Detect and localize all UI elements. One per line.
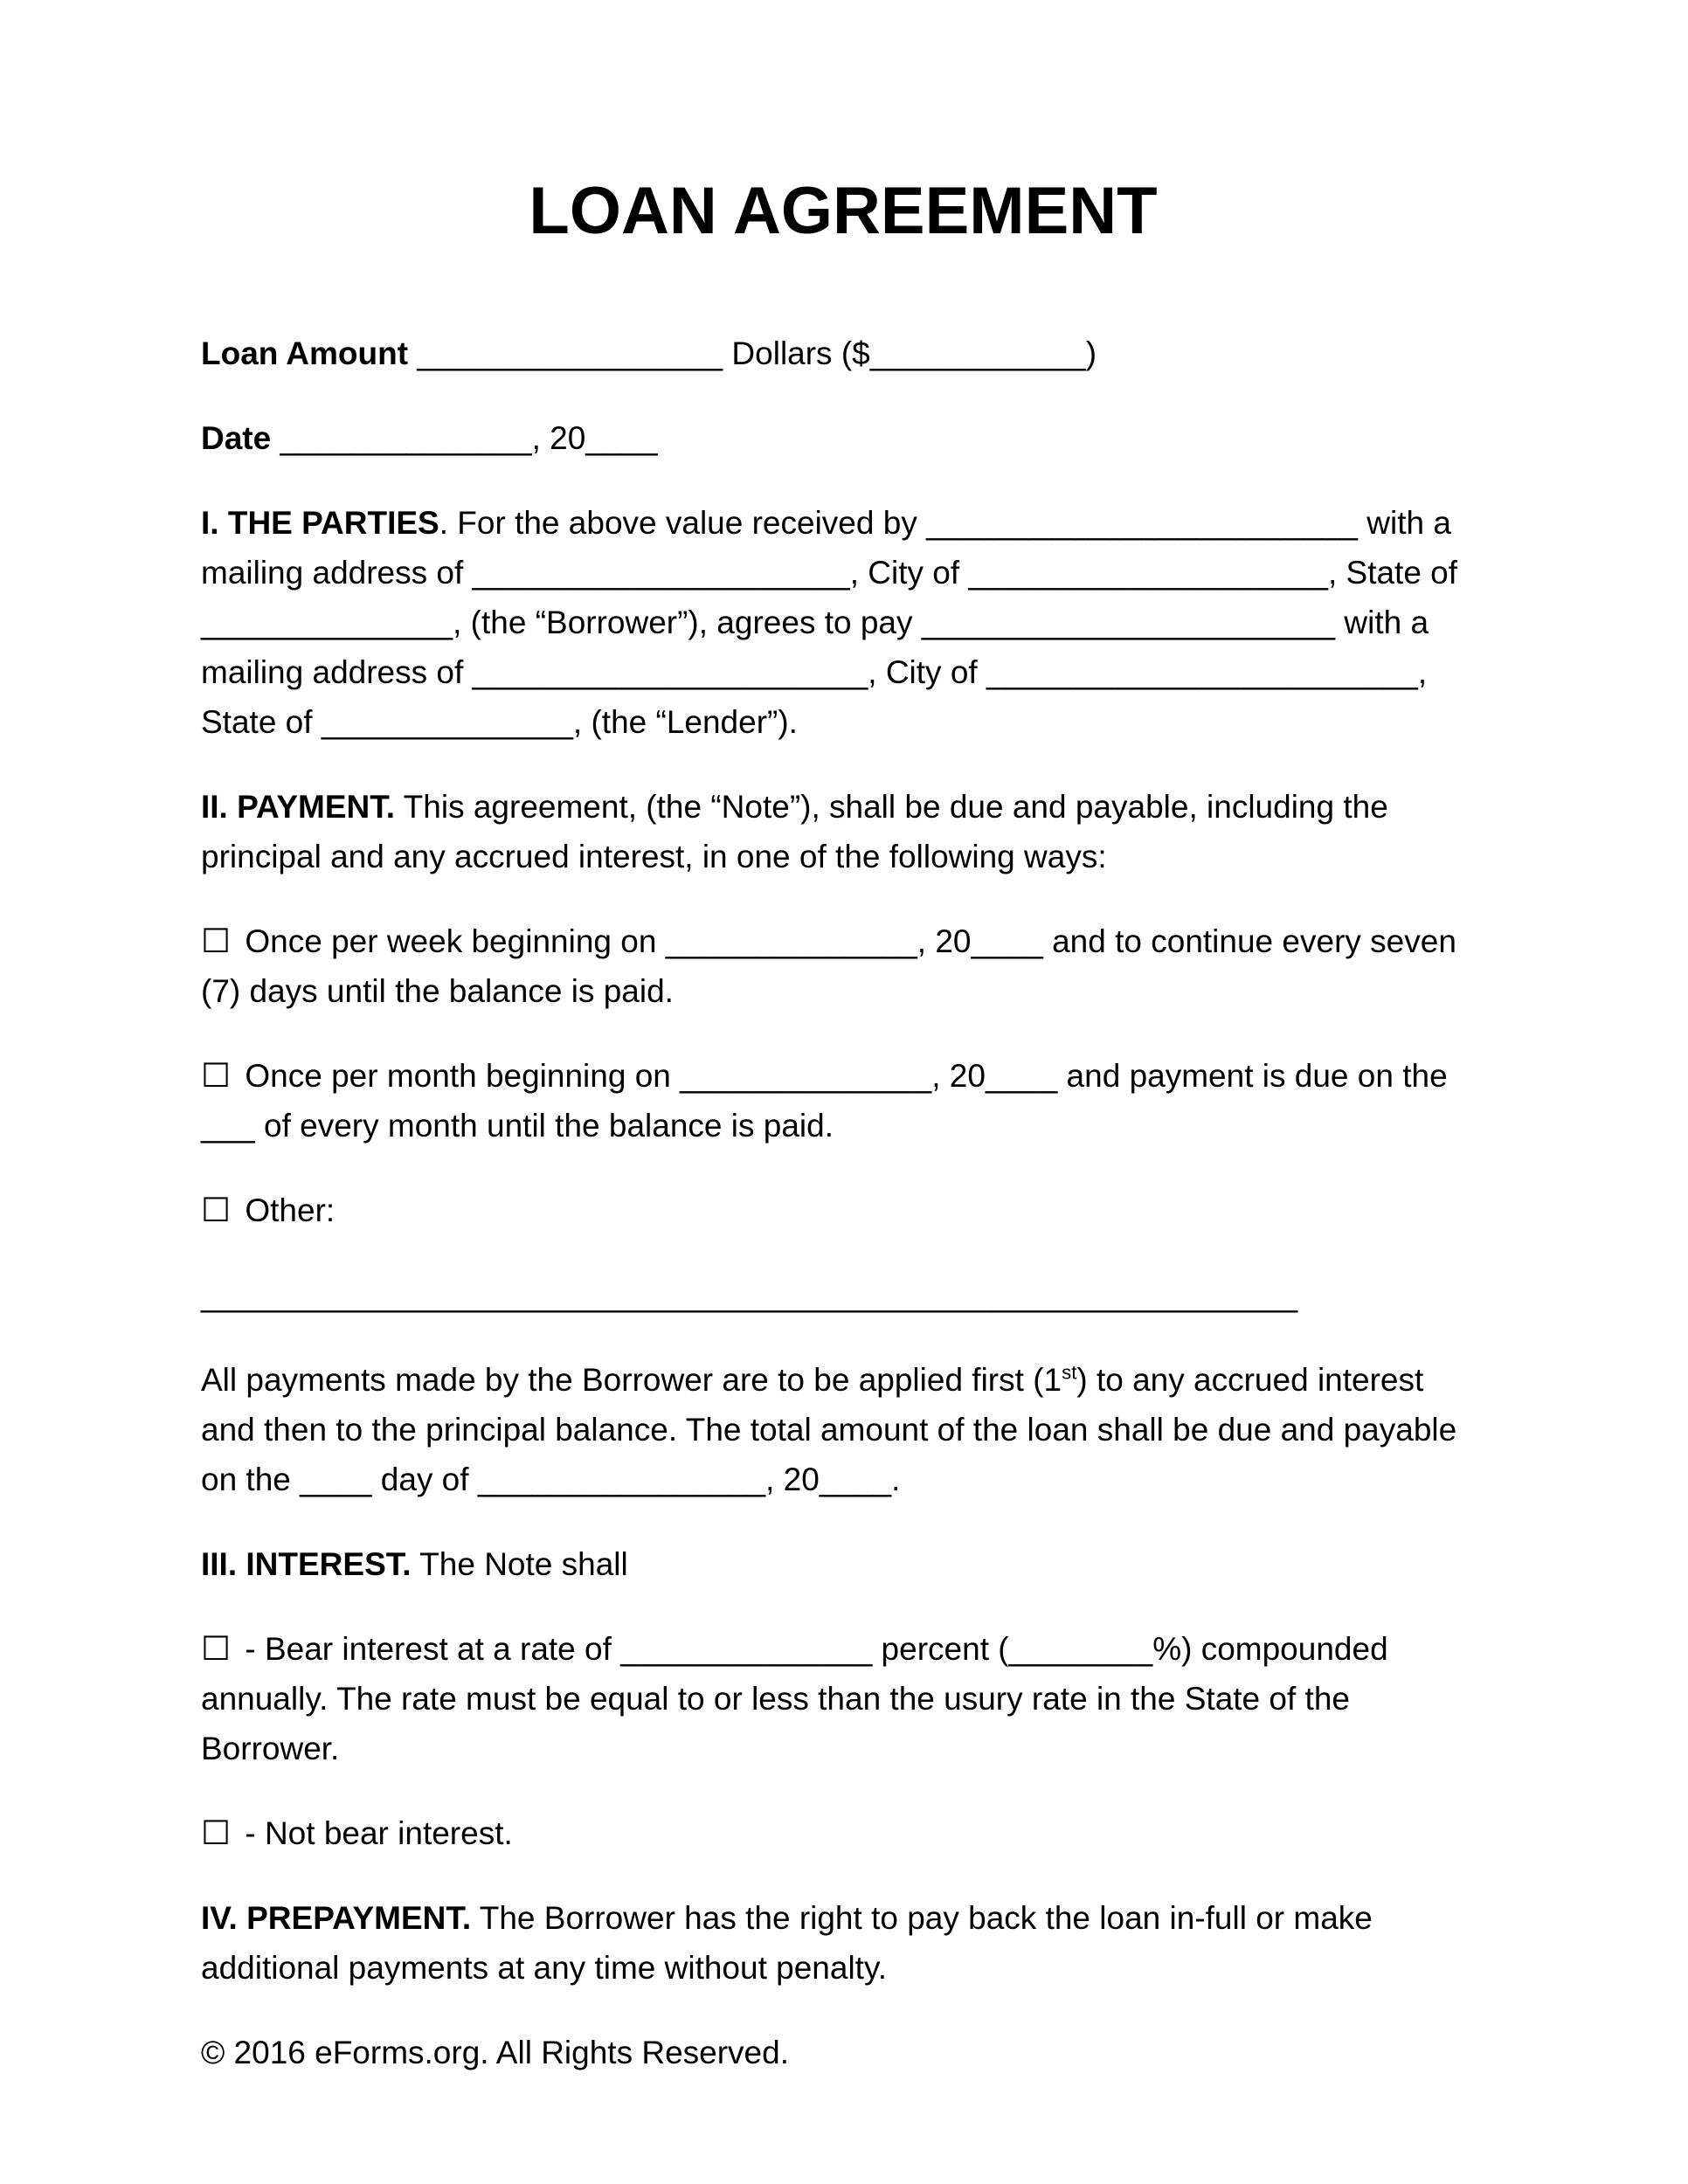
borrower-state-blank: ______________ — [201, 604, 453, 640]
text-segment: This agreement, (the “Note”), shall be due and payable, including the principal and any accrued interest, in one of the following ways: — [201, 788, 1388, 874]
parties-heading: I. THE PARTIES — [201, 504, 439, 541]
text-segment: . — [891, 1461, 901, 1497]
text-segment: with a mailing address of — [201, 504, 1451, 591]
weekly-start-date-blank: ______________ — [665, 923, 917, 959]
interest-rate-blank: ______________ — [620, 1630, 873, 1667]
due-day-blank: ____ — [300, 1461, 372, 1497]
loan-amount-label: Loan Amount — [201, 335, 418, 371]
section-parties — [201, 498, 1485, 747]
lender-state-blank: ______________ — [321, 703, 573, 740]
text-segment: The Note shall — [411, 1545, 628, 1582]
text-segment: and payment is due on the — [1057, 1057, 1448, 1094]
text-segment: , City of — [849, 554, 969, 591]
checkbox-icon[interactable]: ☐ — [201, 1813, 232, 1852]
text-segment: , City of — [868, 653, 986, 690]
checkbox-icon[interactable]: ☐ — [201, 921, 232, 960]
close-paren-text: ) — [1085, 335, 1097, 371]
due-month-blank: ________________ — [477, 1461, 766, 1497]
borrower-address-blank: _____________________ — [472, 554, 850, 591]
date-label: Date — [201, 419, 280, 456]
monthly-due-day-blank: ___ — [201, 1107, 255, 1144]
payment-option-weekly — [201, 916, 1485, 1016]
section-interest — [201, 1539, 1485, 1589]
dollar-figure-blank: ____________ — [869, 335, 1086, 371]
ordinal-suffix: st — [1062, 1361, 1077, 1384]
lender-name-blank: _______________________ — [921, 604, 1336, 640]
text-segment: . For the above value received by — [439, 504, 927, 541]
due-year-blank: ____ — [819, 1461, 892, 1497]
text-segment: , State of — [1327, 554, 1458, 591]
other-description-blank: _____________________________________________________________ — [201, 1276, 1298, 1313]
text-segment: and to continue every seven (7) days until the balance is paid. — [201, 923, 1456, 1009]
text-segment: , 20 — [917, 923, 972, 959]
payments-application-paragraph — [201, 1355, 1485, 1504]
dollars-text: Dollars ($ — [723, 335, 870, 371]
payment-option-monthly — [201, 1051, 1485, 1151]
text-segment: ) to any accrued interest and then to the principal balance. The total amount of the loan shall be due and payable on the — [201, 1361, 1457, 1497]
document-title: LOAN AGREEMENT — [529, 174, 1158, 248]
text-segment: day of — [371, 1461, 478, 1497]
checkbox-icon[interactable]: ☐ — [201, 1628, 232, 1668]
monthly-start-date-blank: ______________ — [680, 1057, 932, 1094]
text-segment: , (the “Lender”). — [572, 703, 798, 740]
text-segment: The Borrower has the right to pay back the loan in-full or make additional payments at any time without penalty. — [201, 1899, 1373, 1986]
checkbox-icon[interactable]: ☐ — [201, 1055, 232, 1095]
lender-city-blank: ________________________ — [986, 653, 1418, 690]
text-segment: with a mailing address of — [201, 604, 1429, 690]
text-segment: , 20 — [765, 1461, 820, 1497]
text-segment: percent ( — [872, 1630, 1009, 1667]
payment-option-other — [201, 1185, 1485, 1235]
interest-heading: III. INTEREST. — [201, 1545, 412, 1582]
footer-copyright: © 2016 eForms.org. All Rights Reserved. — [201, 2034, 789, 2070]
date-blank: ______________ — [280, 419, 532, 456]
section-prepayment — [201, 1893, 1485, 1993]
loan-amount-blank: _________________ — [417, 335, 723, 371]
year-blank: ____ — [585, 419, 658, 456]
year-prefix-text: , 20 — [531, 419, 586, 456]
text-segment: of every month until the balance is paid. — [254, 1107, 834, 1144]
lender-address-blank: ______________________ — [472, 653, 868, 690]
text-segment: Other: — [236, 1192, 336, 1228]
text-segment: All payments made by the Borrower are to be applied first (1 — [201, 1361, 1062, 1398]
text-segment: , (the “Borrower”), agrees to pay — [453, 604, 922, 640]
text-segment: %) compounded annually. The rate must be equal to or less than the usury rate in the State of the Borrower. — [201, 1630, 1388, 1766]
text-segment: , 20 — [931, 1057, 986, 1094]
monthly-start-year-blank: ____ — [985, 1057, 1058, 1094]
prepayment-heading: IV. PREPAYMENT. — [201, 1899, 472, 1936]
text-segment: , State of — [201, 653, 1428, 740]
checkbox-icon[interactable]: ☐ — [201, 1190, 232, 1229]
section-payment — [201, 782, 1485, 881]
text-segment: Once per week beginning on — [236, 923, 666, 959]
text-segment: Once per month beginning on — [236, 1057, 681, 1094]
interest-percent-blank: ________ — [1008, 1630, 1153, 1667]
interest-option-none — [201, 1808, 1485, 1858]
payment-heading: II. PAYMENT. — [201, 788, 396, 825]
other-description-line — [201, 1270, 1485, 1320]
date-line — [201, 413, 1485, 463]
loan-amount-line — [201, 328, 1485, 378]
text-segment: - Bear interest at a rate of — [236, 1630, 621, 1667]
text-segment: - Not bear interest. — [236, 1814, 513, 1851]
borrower-city-blank: ____________________ — [968, 554, 1328, 591]
borrower-name-blank: ________________________ — [926, 504, 1358, 541]
interest-option-bear — [201, 1624, 1485, 1773]
weekly-start-year-blank: ____ — [971, 923, 1043, 959]
